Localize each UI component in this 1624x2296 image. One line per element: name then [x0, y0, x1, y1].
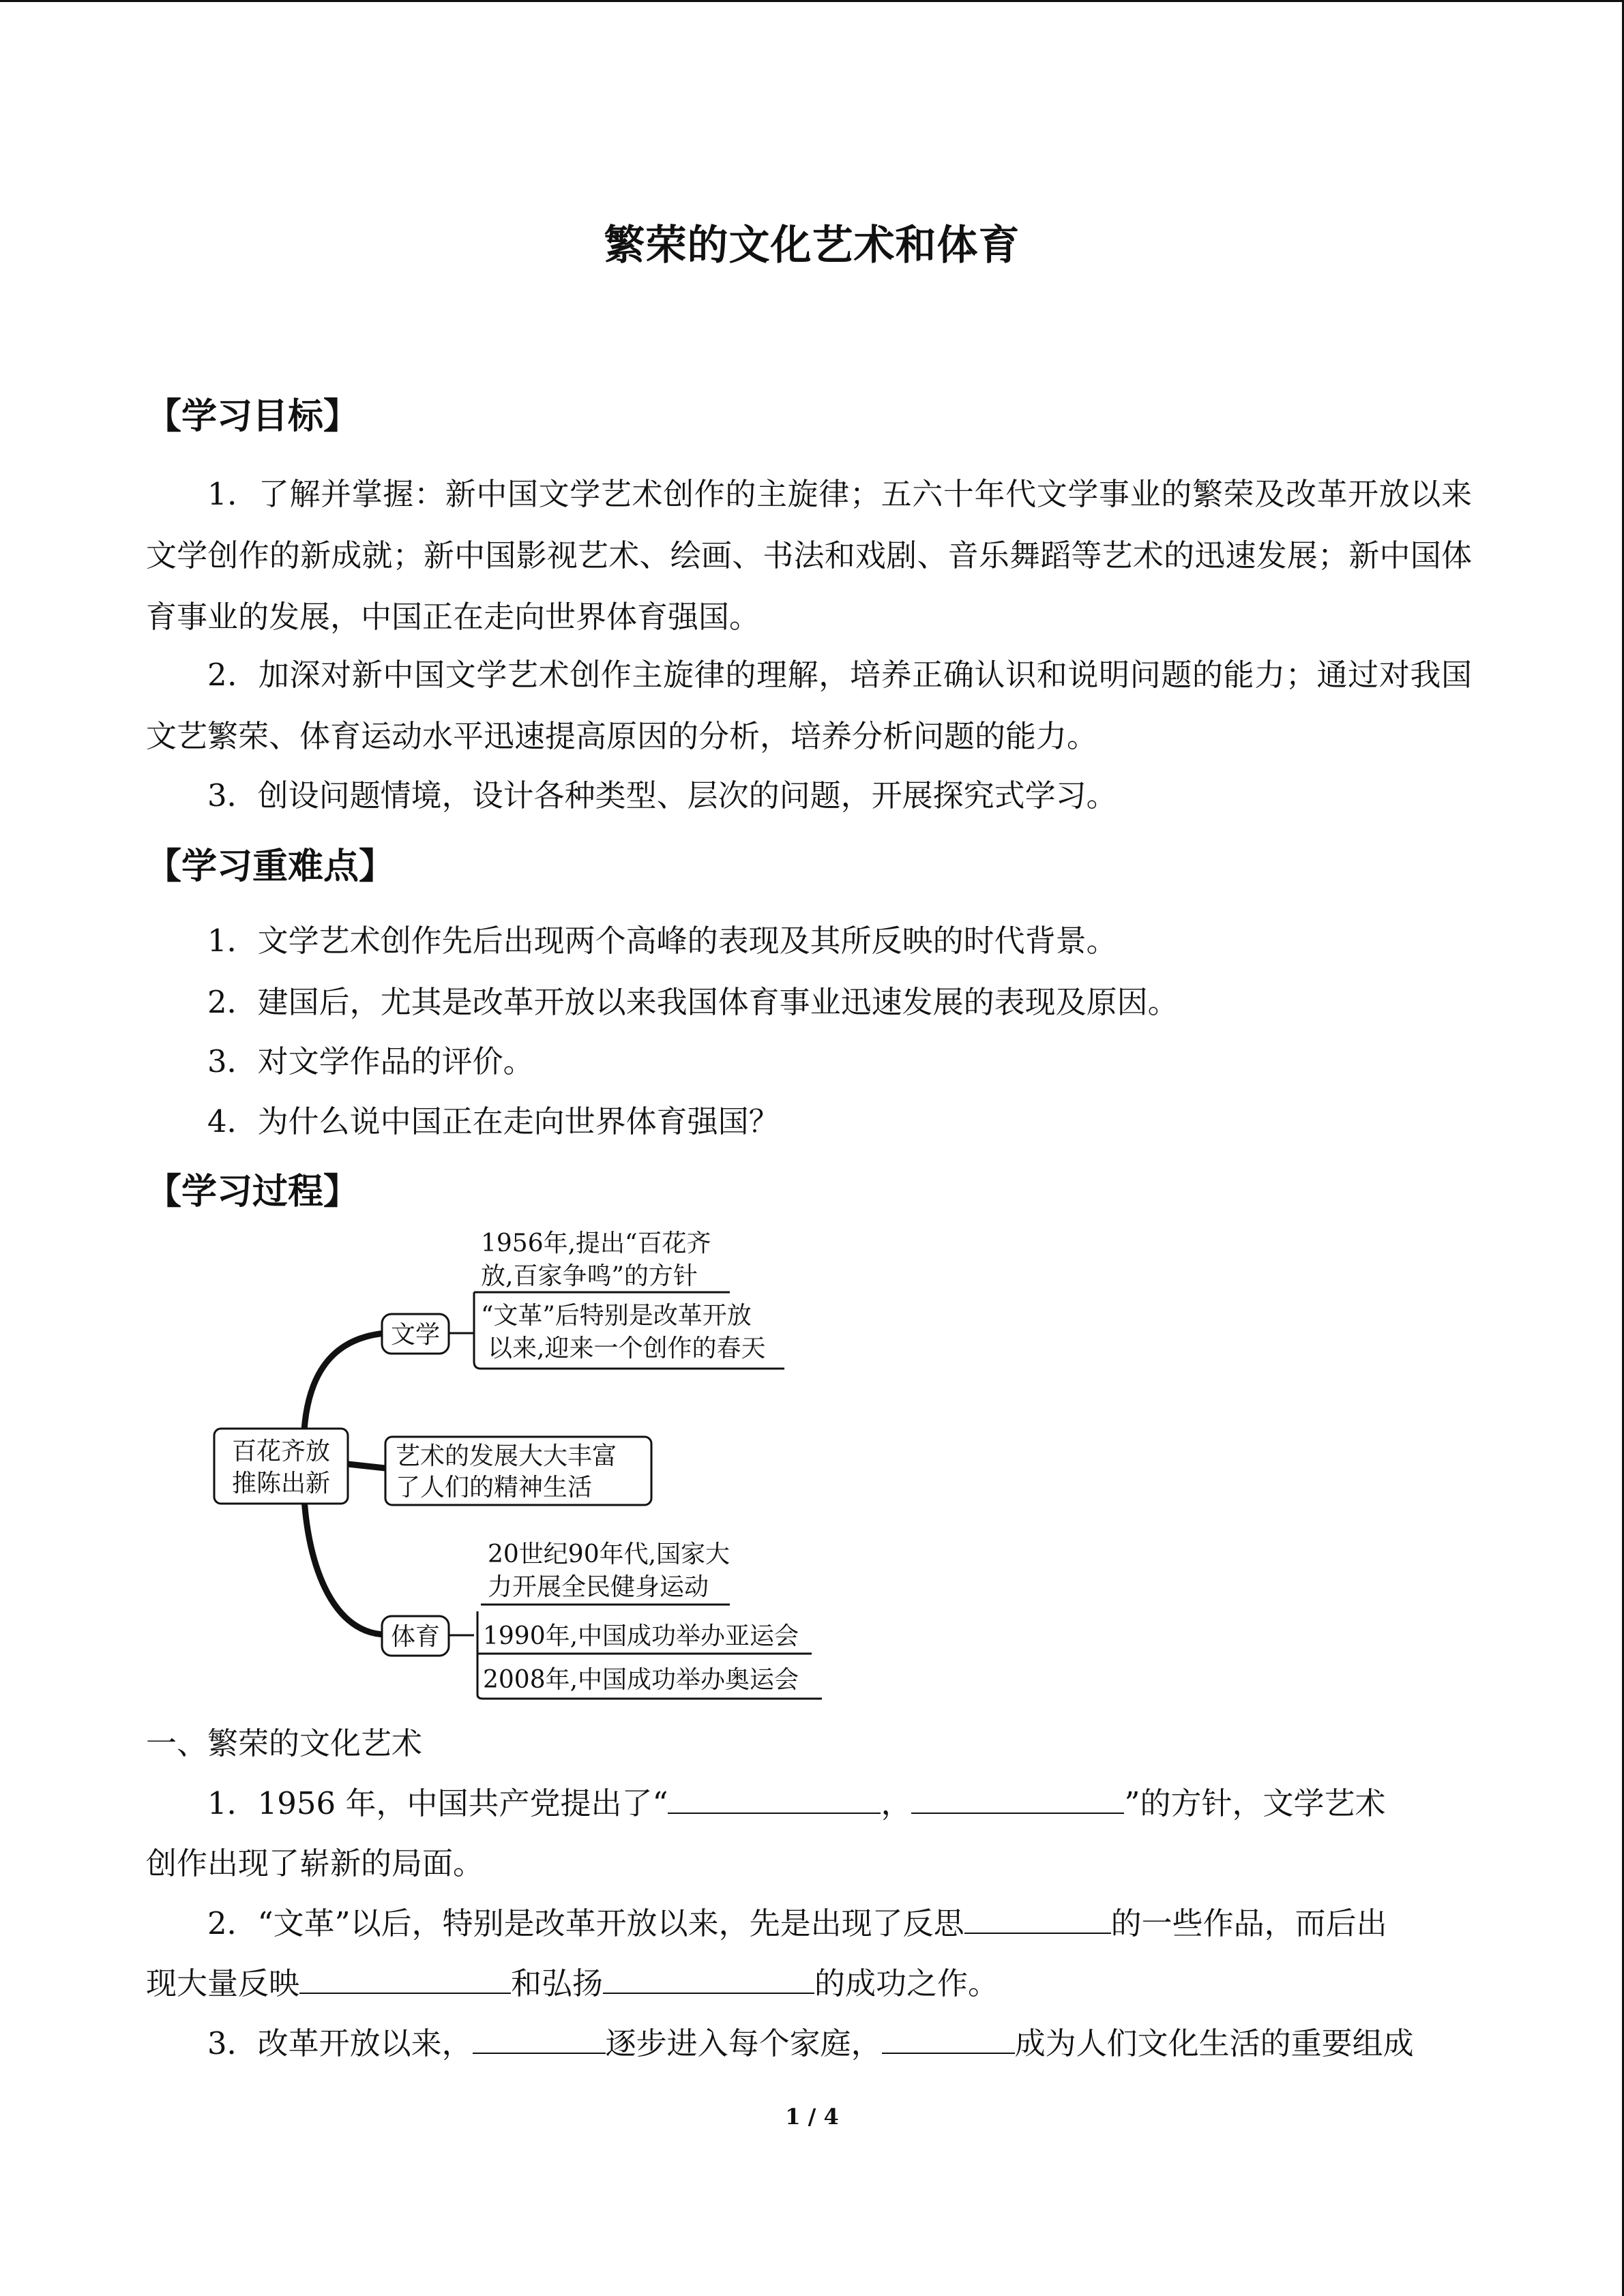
page-title: 繁荣的文化艺术和体育	[604, 222, 1020, 269]
literature-bottom-line2: 以来,迎来一个创作的春天	[488, 1335, 766, 1362]
goal-item-2: 2．加深对新中国文学艺术创作主旋律的理解，培养正确认识和说明问题的能力；通过对我国文艺繁荣、体育运动水平迅速提高原因的分析，培养分析问题的能力。	[146, 657, 1472, 754]
key-point-2: 2．建国后，尤其是改革开放以来我国体育事业迅速发展的表现及原因。	[207, 984, 1179, 1020]
question-3-text-c: 成为人们文化生活的重要组成	[1014, 2025, 1414, 2061]
literature-label: 文学	[390, 1321, 441, 1349]
root-label-line2: 推陈出新	[231, 1470, 331, 1497]
concept-diagram	[211, 1224, 825, 1701]
answer-blank-3a[interactable]	[473, 2021, 606, 2054]
question-1-text-b: ”的方针，文学艺术	[1124, 1785, 1386, 1821]
key-point-3: 3．对文学作品的评价。	[207, 1043, 534, 1079]
question-1-separator: ，	[881, 1785, 912, 1821]
question-2-text-a: 2．“文革”以后，特别是改革开放以来，先是出现了反思	[207, 1905, 964, 1941]
sports-mid-line: 1990年,中国成功举办亚运会	[483, 1622, 799, 1650]
section-heading-key-points: 【学习重难点】	[146, 846, 395, 887]
goal-item-3: 3．创设问题情境，设计各种类型、层次的问题，开展探究式学习。	[207, 777, 1117, 814]
question-2-text-b: 的一些作品，而后出	[1110, 1905, 1387, 1941]
root-label-line1: 百花齐放	[231, 1437, 331, 1465]
page-number: 1 / 4	[785, 2104, 839, 2130]
sports-top-line2: 力开展全民健身运动	[488, 1573, 709, 1601]
question-2-line2	[146, 1953, 1472, 2014]
question-2-text-d: 和弘扬	[511, 1965, 604, 2001]
art-line2: 了人们的精神生活	[396, 1474, 593, 1502]
answer-blank-2c[interactable]	[603, 1960, 814, 1994]
key-point-1: 1．文学艺术创作先后出现两个高峰的表现及其所反映的时代背景。	[207, 923, 1117, 959]
question-1-text-a: 1．1956 年，中国共产党提出了“	[207, 1785, 668, 1821]
answer-blank-2b[interactable]	[299, 1960, 511, 1994]
literature-top-line2: 放,百家争鸣”的方针	[481, 1262, 698, 1290]
question-1-line1	[146, 1773, 1472, 1834]
art-line1: 艺术的发展大大丰富	[396, 1442, 617, 1470]
sports-bottom-line: 2008年,中国成功举办奥运会	[483, 1666, 799, 1694]
answer-blank-3b[interactable]	[882, 2021, 1015, 2054]
section-heading-goals: 【学习目标】	[146, 396, 359, 437]
sports-label: 体育	[390, 1623, 441, 1651]
question-2-text-c: 现大量反映	[146, 1965, 300, 2001]
branch-line-middle	[348, 1464, 385, 1468]
sports-top-line1: 20世纪90年代,国家大	[488, 1540, 730, 1568]
part1-heading: 一、繁荣的文化艺术	[146, 1725, 423, 1761]
question-1-line2: 创作出现了崭新的局面。	[146, 1845, 484, 1881]
question-3-line1	[146, 2013, 1472, 2074]
question-2-text-e: 的成功之作。	[814, 1965, 999, 2001]
top-border	[0, 0, 1624, 2]
answer-blank-1b[interactable]	[911, 1780, 1124, 1814]
section-heading-process: 【学习过程】	[146, 1172, 359, 1212]
literature-bottom-line1: “文革”后特别是改革开放	[481, 1302, 752, 1330]
goal-item-1: 1．了解并掌握：新中国文学艺术创作的主旋律；五六十年代文学事业的繁荣及改革开放以来文学创作的新成就；新中国影视艺术、绘画、书法和戏剧、音乐舞蹈等艺术的迅速发展；新中国体育事业的发展，中国正在走向世界体育强国。	[146, 476, 1472, 635]
key-point-4: 4．为什么说中国正在走向世界体育强国？	[207, 1103, 780, 1139]
question-3-text-b: 逐步进入每个家庭，	[605, 2025, 882, 2061]
question-3-text-a: 3．改革开放以来，	[207, 2025, 473, 2061]
answer-blank-2a[interactable]	[964, 1900, 1111, 1934]
answer-blank-1a[interactable]	[668, 1780, 881, 1814]
question-2-line1	[146, 1893, 1472, 1954]
literature-top-line1: 1956年,提出“百花齐	[481, 1229, 711, 1257]
